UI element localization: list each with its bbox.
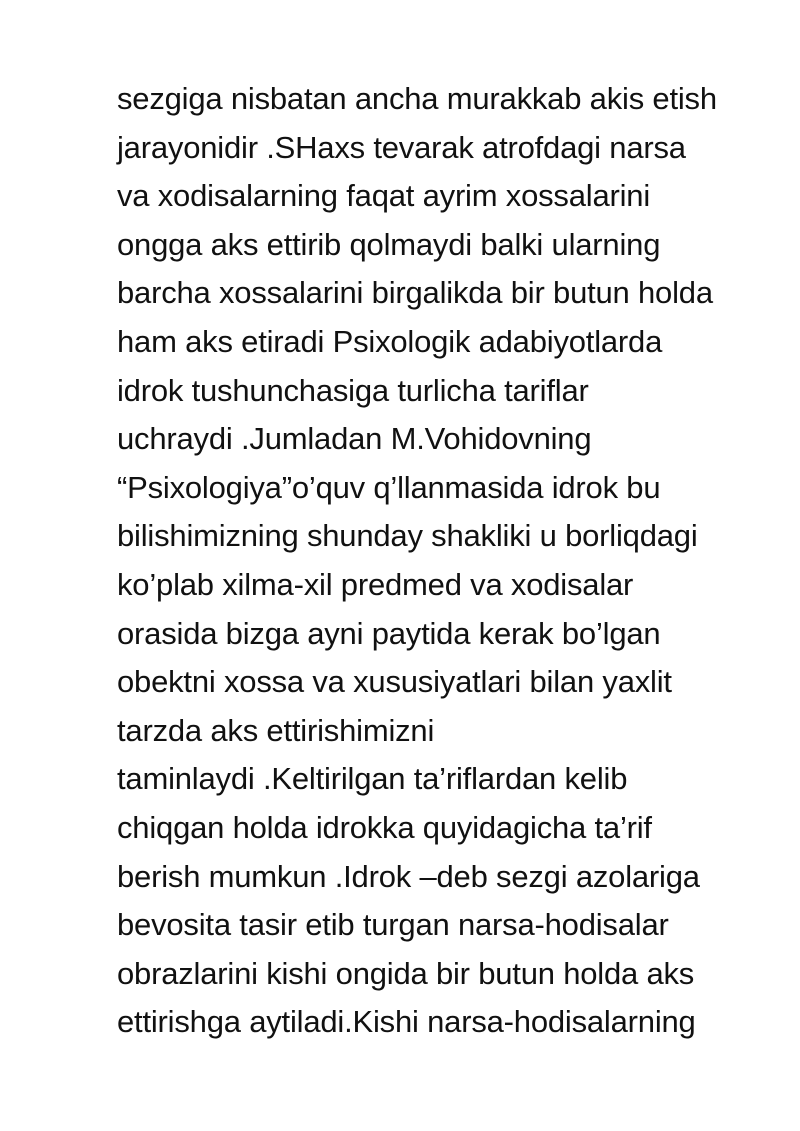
text-line: bilishimizning shunday shakliki u borliqdagi (117, 518, 698, 554)
text-line: barcha xossalarini birgalikda bir butun holda (117, 275, 713, 311)
text-line: ettirishga aytiladi.Kishi narsa-hodisalarning (117, 1004, 696, 1040)
text-line: sezgiga nisbatan ancha murakkab akis etish (117, 81, 717, 116)
text-line: uchraydi .Jumladan M.Vohidovning (117, 421, 592, 457)
text-line: chiqgan holda idrokka quyidagicha ta’rif (117, 809, 652, 845)
body-text (117, 75, 757, 1047)
text-line: ham aks etiradi Psixologik adabiyotlarda (117, 323, 663, 359)
text-line: taminlaydi .Keltirilgan ta’riflardan kelib (117, 761, 628, 797)
text-line: tarzda aks ettirishimizni (117, 712, 435, 748)
text-line: bevosita tasir etib turgan narsa-hodisalar (117, 907, 669, 943)
text-line: obrazlarini kishi ongida bir butun holda aks (117, 955, 695, 991)
text-line: va xodisalarning faqat ayrim xossalarini (117, 178, 651, 214)
text-line: “Psixologiya”o’quv q’llanmasida idrok bu (117, 469, 661, 505)
text-line: jarayonidir .SHaxs tevarak atrofdagi narsa (117, 129, 686, 165)
text-line: ongga aks ettirib qolmaydi balki ularning (117, 226, 661, 262)
text-line: orasida bizga ayni paytida kerak bo’lgan (117, 615, 661, 651)
text-line: ko’plab xilma-xil predmed va xodisalar (117, 566, 634, 602)
text-line: berish mumkun .Idrok –deb sezgi azolariga (117, 858, 700, 894)
text-line: idrok tushunchasiga turlicha tariflar (117, 372, 589, 408)
text-line: obektni xossa va xususiyatlari bilan yaxlit (117, 664, 672, 700)
